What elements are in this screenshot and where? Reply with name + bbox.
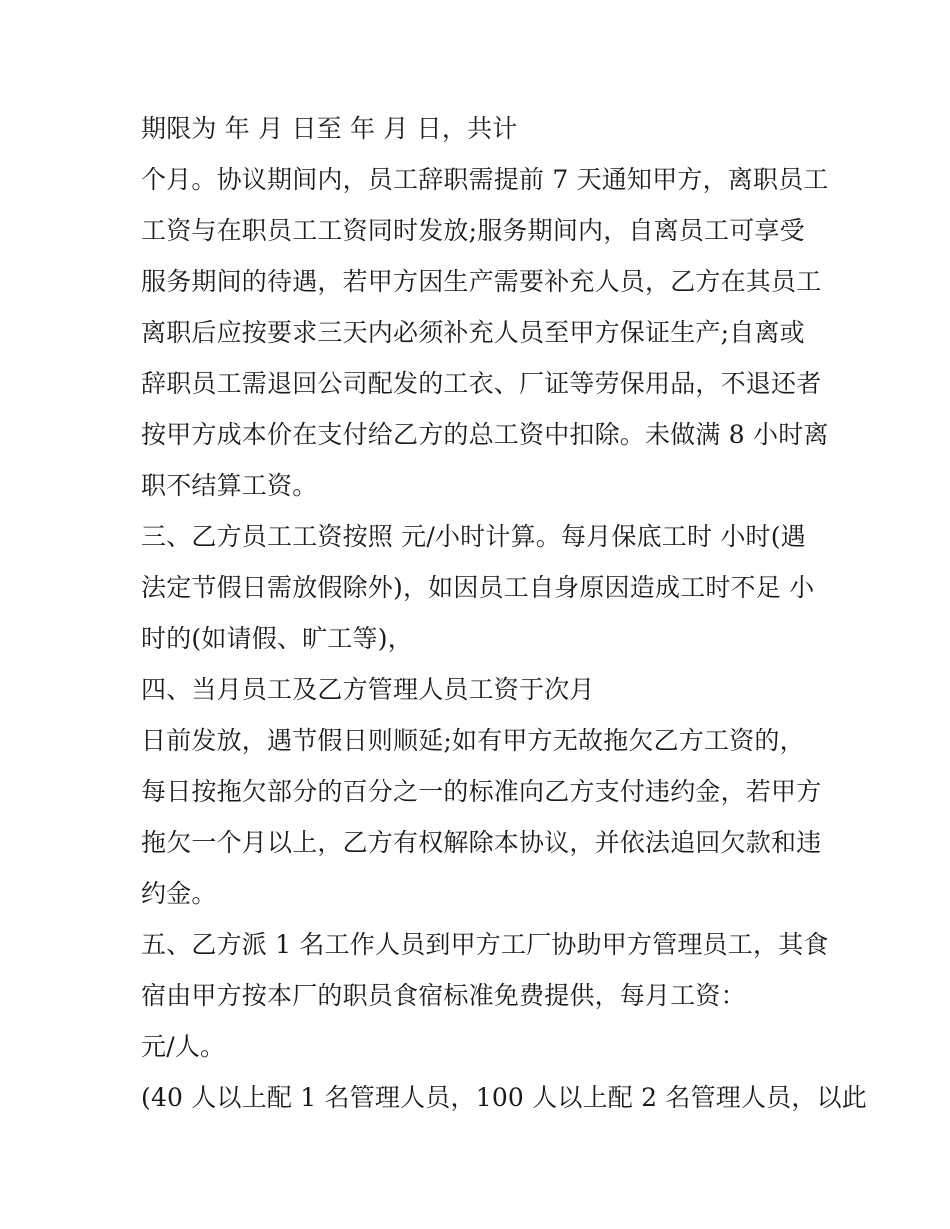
text-line: 时的(如请假、旷工等)， bbox=[141, 624, 413, 653]
text-line: 约金。 bbox=[141, 879, 217, 908]
text-line: 每日按拖欠部分的百分之一的标准向乙方支付违约金，若甲方 bbox=[141, 777, 822, 806]
text-line: 离职后应按要求三天内必须补充人员至甲方保证生产;自离或 bbox=[141, 318, 805, 347]
text-line: 职不结算工资。 bbox=[141, 471, 318, 500]
text-line: 法定节假日需放假除外)，如因员工自身原因造成工时不足 小 bbox=[141, 573, 815, 602]
document-body bbox=[141, 107, 867, 1127]
text-line: 按甲方成本价在支付给乙方的总工资中扣除。未做满 8 小时离 bbox=[141, 420, 829, 449]
section-five-line: 五、乙方派 1 名工作人员到甲方工厂协助甲方管理员工，其食 bbox=[141, 930, 829, 959]
text-line: 期限为 年 月 日至 年 月 日，共计 bbox=[141, 114, 518, 143]
text-line: 服务期间的待遇，若甲方因生产需要补充人员，乙方在其员工 bbox=[141, 267, 822, 296]
text-line: 拖欠一个月以上，乙方有权解除本协议，并依法追回欠款和违 bbox=[141, 828, 822, 857]
text-line: 辞职员工需退回公司配发的工衣、厂证等劳保用品，不退还者 bbox=[141, 369, 822, 398]
section-three-line: 三、乙方员工工资按照 元/小时计算。每月保底工时 小时(遇 bbox=[141, 522, 806, 551]
text-line: 个月。协议期间内，员工辞职需提前 7 天通知甲方，离职员工 bbox=[141, 165, 829, 194]
text-line: 宿由甲方按本厂的职员食宿标准免费提供，每月工资： bbox=[141, 981, 746, 1010]
section-four-line: 四、当月员工及乙方管理人员工资于次月 bbox=[141, 675, 595, 704]
text-line: (40 人以上配 1 名管理人员，100 人以上配 2 名管理人员，以此 bbox=[141, 1083, 867, 1112]
text-line: 元/人。 bbox=[141, 1032, 226, 1061]
text-line: 工资与在职员工工资同时发放;服务期间内，自离员工可享受 bbox=[141, 216, 805, 245]
text-line: 日前发放，遇节假日则顺延;如有甲方无故拖欠乙方工资的， bbox=[141, 726, 805, 755]
